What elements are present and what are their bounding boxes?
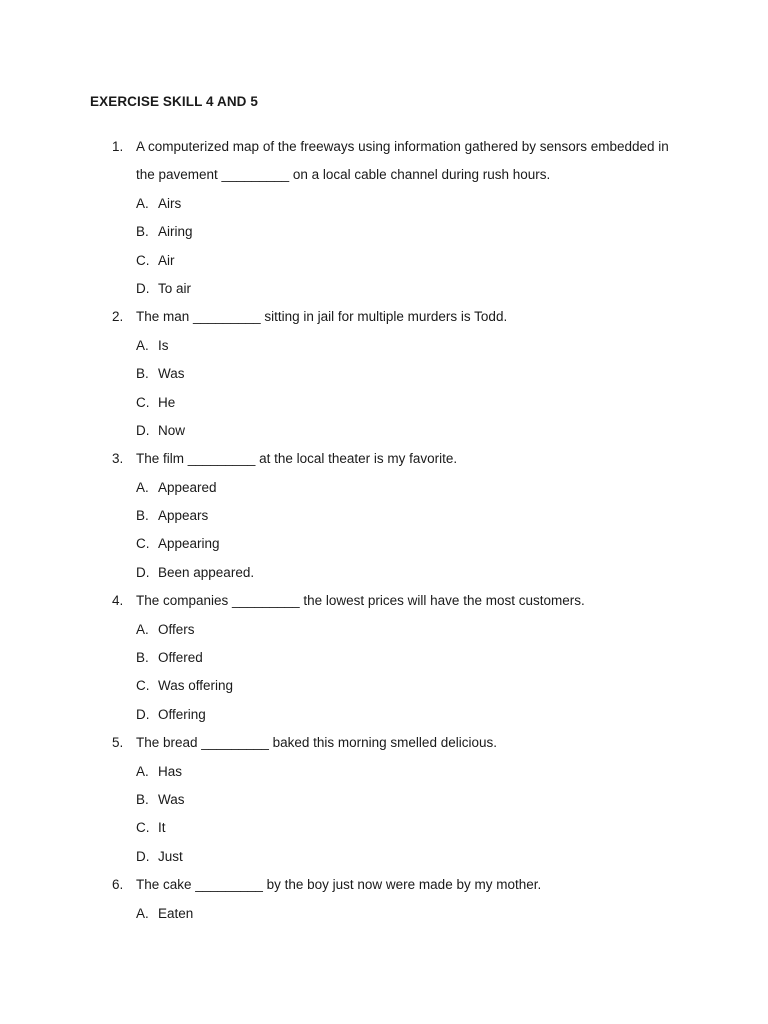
answer-option bbox=[0, 218, 768, 246]
option-letter: C. bbox=[136, 252, 150, 268]
answer-option bbox=[0, 389, 768, 417]
option-letter: C. bbox=[136, 678, 150, 694]
option-letter: B. bbox=[136, 791, 149, 807]
option-text: Airs bbox=[158, 195, 182, 211]
answer-option bbox=[0, 843, 768, 871]
question-text: The film _________ at the local theater is my favorite. bbox=[136, 451, 458, 467]
option-text: Was bbox=[158, 366, 185, 382]
answer-option bbox=[0, 701, 768, 729]
option-text: To air bbox=[158, 280, 192, 296]
option-text: He bbox=[158, 394, 176, 410]
option-text: Offered bbox=[158, 650, 203, 666]
question-text: A computerized map of the freeways using information gathered by sensors embedded in bbox=[136, 139, 669, 154]
question-line bbox=[0, 587, 768, 615]
question-number: 2. bbox=[112, 309, 124, 325]
option-letter: A. bbox=[136, 337, 149, 353]
option-letter: A. bbox=[136, 763, 149, 779]
question-number: 4. bbox=[112, 593, 124, 609]
option-letter: B. bbox=[136, 650, 149, 666]
option-letter: D. bbox=[136, 706, 150, 722]
question-line bbox=[0, 303, 768, 331]
option-text: Is bbox=[158, 337, 169, 353]
answer-option bbox=[0, 360, 768, 388]
option-text: Air bbox=[158, 252, 175, 268]
option-text: Was bbox=[158, 791, 185, 807]
option-text: Just bbox=[158, 848, 183, 864]
option-text: Eaten bbox=[158, 905, 194, 921]
option-letter: A. bbox=[136, 479, 149, 495]
option-text: Appearing bbox=[158, 536, 220, 552]
answer-option bbox=[0, 559, 768, 587]
option-text: Offering bbox=[158, 706, 206, 722]
question-text: The companies _________ the lowest prices will have the most customers. bbox=[136, 593, 585, 609]
question-number: 6. bbox=[112, 877, 124, 893]
option-letter: D. bbox=[136, 564, 150, 580]
answer-option bbox=[0, 786, 768, 814]
option-letter: C. bbox=[136, 820, 150, 836]
answer-option bbox=[0, 502, 768, 530]
question-line bbox=[0, 729, 768, 757]
option-text: Has bbox=[158, 763, 183, 779]
answer-option bbox=[0, 900, 768, 928]
option-letter: A. bbox=[136, 905, 149, 921]
option-letter: D. bbox=[136, 280, 150, 296]
answer-option bbox=[0, 530, 768, 558]
answer-option bbox=[0, 616, 768, 644]
answer-option bbox=[0, 332, 768, 360]
option-letter: C. bbox=[136, 394, 150, 410]
question-line bbox=[0, 133, 768, 161]
option-letter: B. bbox=[136, 366, 149, 382]
answer-option bbox=[0, 247, 768, 275]
option-text: Offers bbox=[158, 621, 195, 637]
question-text: the pavement _________ on a local cable channel during rush hours. bbox=[136, 167, 551, 183]
answer-option bbox=[0, 644, 768, 672]
option-letter: C. bbox=[136, 536, 150, 552]
answer-option bbox=[0, 275, 768, 303]
option-text: Now bbox=[158, 422, 186, 438]
option-text: Was offering bbox=[158, 678, 234, 694]
page-title: EXERCISE SKILL 4 AND 5 bbox=[90, 94, 258, 109]
question-number: 1. bbox=[112, 139, 124, 154]
answer-option bbox=[0, 672, 768, 700]
question-list bbox=[0, 133, 768, 928]
answer-option bbox=[0, 417, 768, 445]
question-text: The man _________ sitting in jail for multiple murders is Todd. bbox=[136, 309, 508, 325]
question-number: 5. bbox=[112, 735, 124, 751]
answer-option bbox=[0, 814, 768, 842]
option-text: Appeared bbox=[158, 479, 217, 495]
option-letter: D. bbox=[136, 848, 150, 864]
option-letter: D. bbox=[136, 422, 150, 438]
option-letter: A. bbox=[136, 621, 149, 637]
option-letter: B. bbox=[136, 508, 149, 524]
option-text: Appears bbox=[158, 508, 209, 524]
option-text: It bbox=[158, 820, 166, 836]
option-text: Airing bbox=[158, 224, 193, 240]
answer-option bbox=[0, 190, 768, 218]
option-letter: A. bbox=[136, 195, 149, 211]
answer-option bbox=[0, 474, 768, 502]
answer-option bbox=[0, 758, 768, 786]
question-continuation-line bbox=[0, 161, 768, 189]
option-letter: B. bbox=[136, 224, 149, 240]
question-line bbox=[0, 871, 768, 899]
question-line bbox=[0, 445, 768, 473]
question-text: The cake _________ by the boy just now were made by my mother. bbox=[136, 877, 542, 893]
option-text: Been appeared. bbox=[158, 564, 255, 580]
question-number: 3. bbox=[112, 451, 124, 467]
question-text: The bread _________ baked this morning smelled delicious. bbox=[136, 735, 497, 751]
